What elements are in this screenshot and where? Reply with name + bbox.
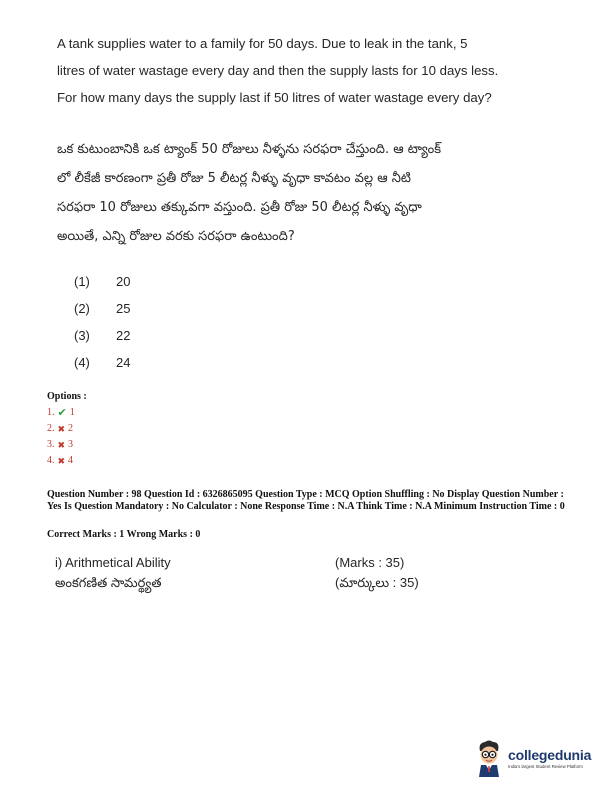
collegedunia-logo bbox=[474, 738, 606, 778]
section-row-english bbox=[55, 555, 475, 575]
option-value: 3 bbox=[68, 439, 74, 450]
answer-choice bbox=[74, 274, 130, 301]
option-index: 1. bbox=[47, 407, 55, 418]
check-icon: ✔ bbox=[57, 407, 67, 419]
cross-icon: ✖ bbox=[57, 456, 66, 466]
question-telugu-line: అయితే, ఎన్ని రోజుల వరకు సరఫరా ఉంటుంది? bbox=[57, 229, 295, 244]
mascot-icon bbox=[474, 739, 504, 777]
choice-value: 24 bbox=[116, 355, 131, 370]
question-telugu-line: సరఫరా 10 రోజులు తక్కువగా వస్తుంది. ప్రతీ రోజు 50 లీటర్ల నీళ్ళు వృధా bbox=[57, 200, 422, 215]
choice-value: 20 bbox=[116, 274, 131, 289]
options-title: Options : bbox=[47, 391, 87, 402]
section-marks-telugu: (మార్కులు : 35) bbox=[335, 575, 419, 590]
question-telugu-line: లో లీకేజీ కారణంగా ప్రతీ రోజు 5 లీటర్ల నీళ్ళు వృధా కావటం వల్ల ఆ నీటి bbox=[57, 171, 411, 186]
section-header bbox=[55, 555, 475, 595]
question-english-line: A tank supplies water to a family for 50 days. Due to leak in the tank, 5 bbox=[57, 36, 468, 51]
option-index: 3. bbox=[47, 439, 55, 450]
answer-choice bbox=[74, 328, 130, 355]
logo-tagline: India's largest Student Review Platform bbox=[508, 764, 583, 769]
option-value: 1 bbox=[69, 407, 75, 418]
question-telugu bbox=[57, 135, 537, 251]
option-row bbox=[47, 421, 87, 437]
logo-text bbox=[508, 747, 591, 769]
option-row bbox=[47, 453, 87, 469]
logo-name: collegedunia bbox=[508, 747, 592, 763]
option-value: 4 bbox=[68, 455, 74, 466]
answer-choice bbox=[74, 355, 130, 382]
question-meta: Question Number : 98 Question Id : 6326865095 Question Type : MCQ Option Shuffling : No Display Question Number : Yes Is Question Mandatory : No Calculator : None Response Time : N.A Think Time : N.A Minimum Instruction Time : 0 bbox=[47, 489, 565, 512]
options-list bbox=[47, 389, 87, 469]
choice-value: 22 bbox=[116, 328, 131, 343]
option-index: 2. bbox=[47, 423, 55, 434]
answer-choice bbox=[74, 301, 130, 328]
section-title-telugu: అంకగణిత సామర్థ్యత bbox=[55, 575, 162, 590]
question-telugu-line: ఒక కుటుంబానికి ఒక ట్యాంక్ 50 రోజులు నీళ్ళను సరఫరా చేస్తుంది. ఆ ట్యాంక్ bbox=[57, 142, 441, 157]
section-row-telugu bbox=[55, 575, 475, 595]
choice-value: 25 bbox=[116, 301, 131, 316]
option-row bbox=[47, 405, 87, 421]
answer-choices bbox=[74, 274, 130, 382]
choice-number: (4) bbox=[74, 355, 90, 370]
option-row bbox=[47, 437, 87, 453]
section-marks-english: (Marks : 35) bbox=[335, 555, 405, 570]
question-english-line: For how many days the supply last if 50 litres of water wastage every day? bbox=[57, 90, 492, 105]
cross-icon: ✖ bbox=[57, 424, 66, 434]
question-english-line: litres of water wastage every day and then the supply lasts for 10 days less. bbox=[57, 63, 499, 78]
choice-number: (1) bbox=[74, 274, 90, 289]
option-index: 4. bbox=[47, 455, 55, 466]
section-title-english: i) Arithmetical Ability bbox=[55, 555, 171, 570]
choice-number: (3) bbox=[74, 328, 90, 343]
choice-number: (2) bbox=[74, 301, 90, 316]
option-value: 2 bbox=[68, 423, 74, 434]
cross-icon: ✖ bbox=[57, 440, 66, 450]
question-marks: Correct Marks : 1 Wrong Marks : 0 bbox=[47, 529, 201, 540]
question-english bbox=[57, 30, 527, 111]
